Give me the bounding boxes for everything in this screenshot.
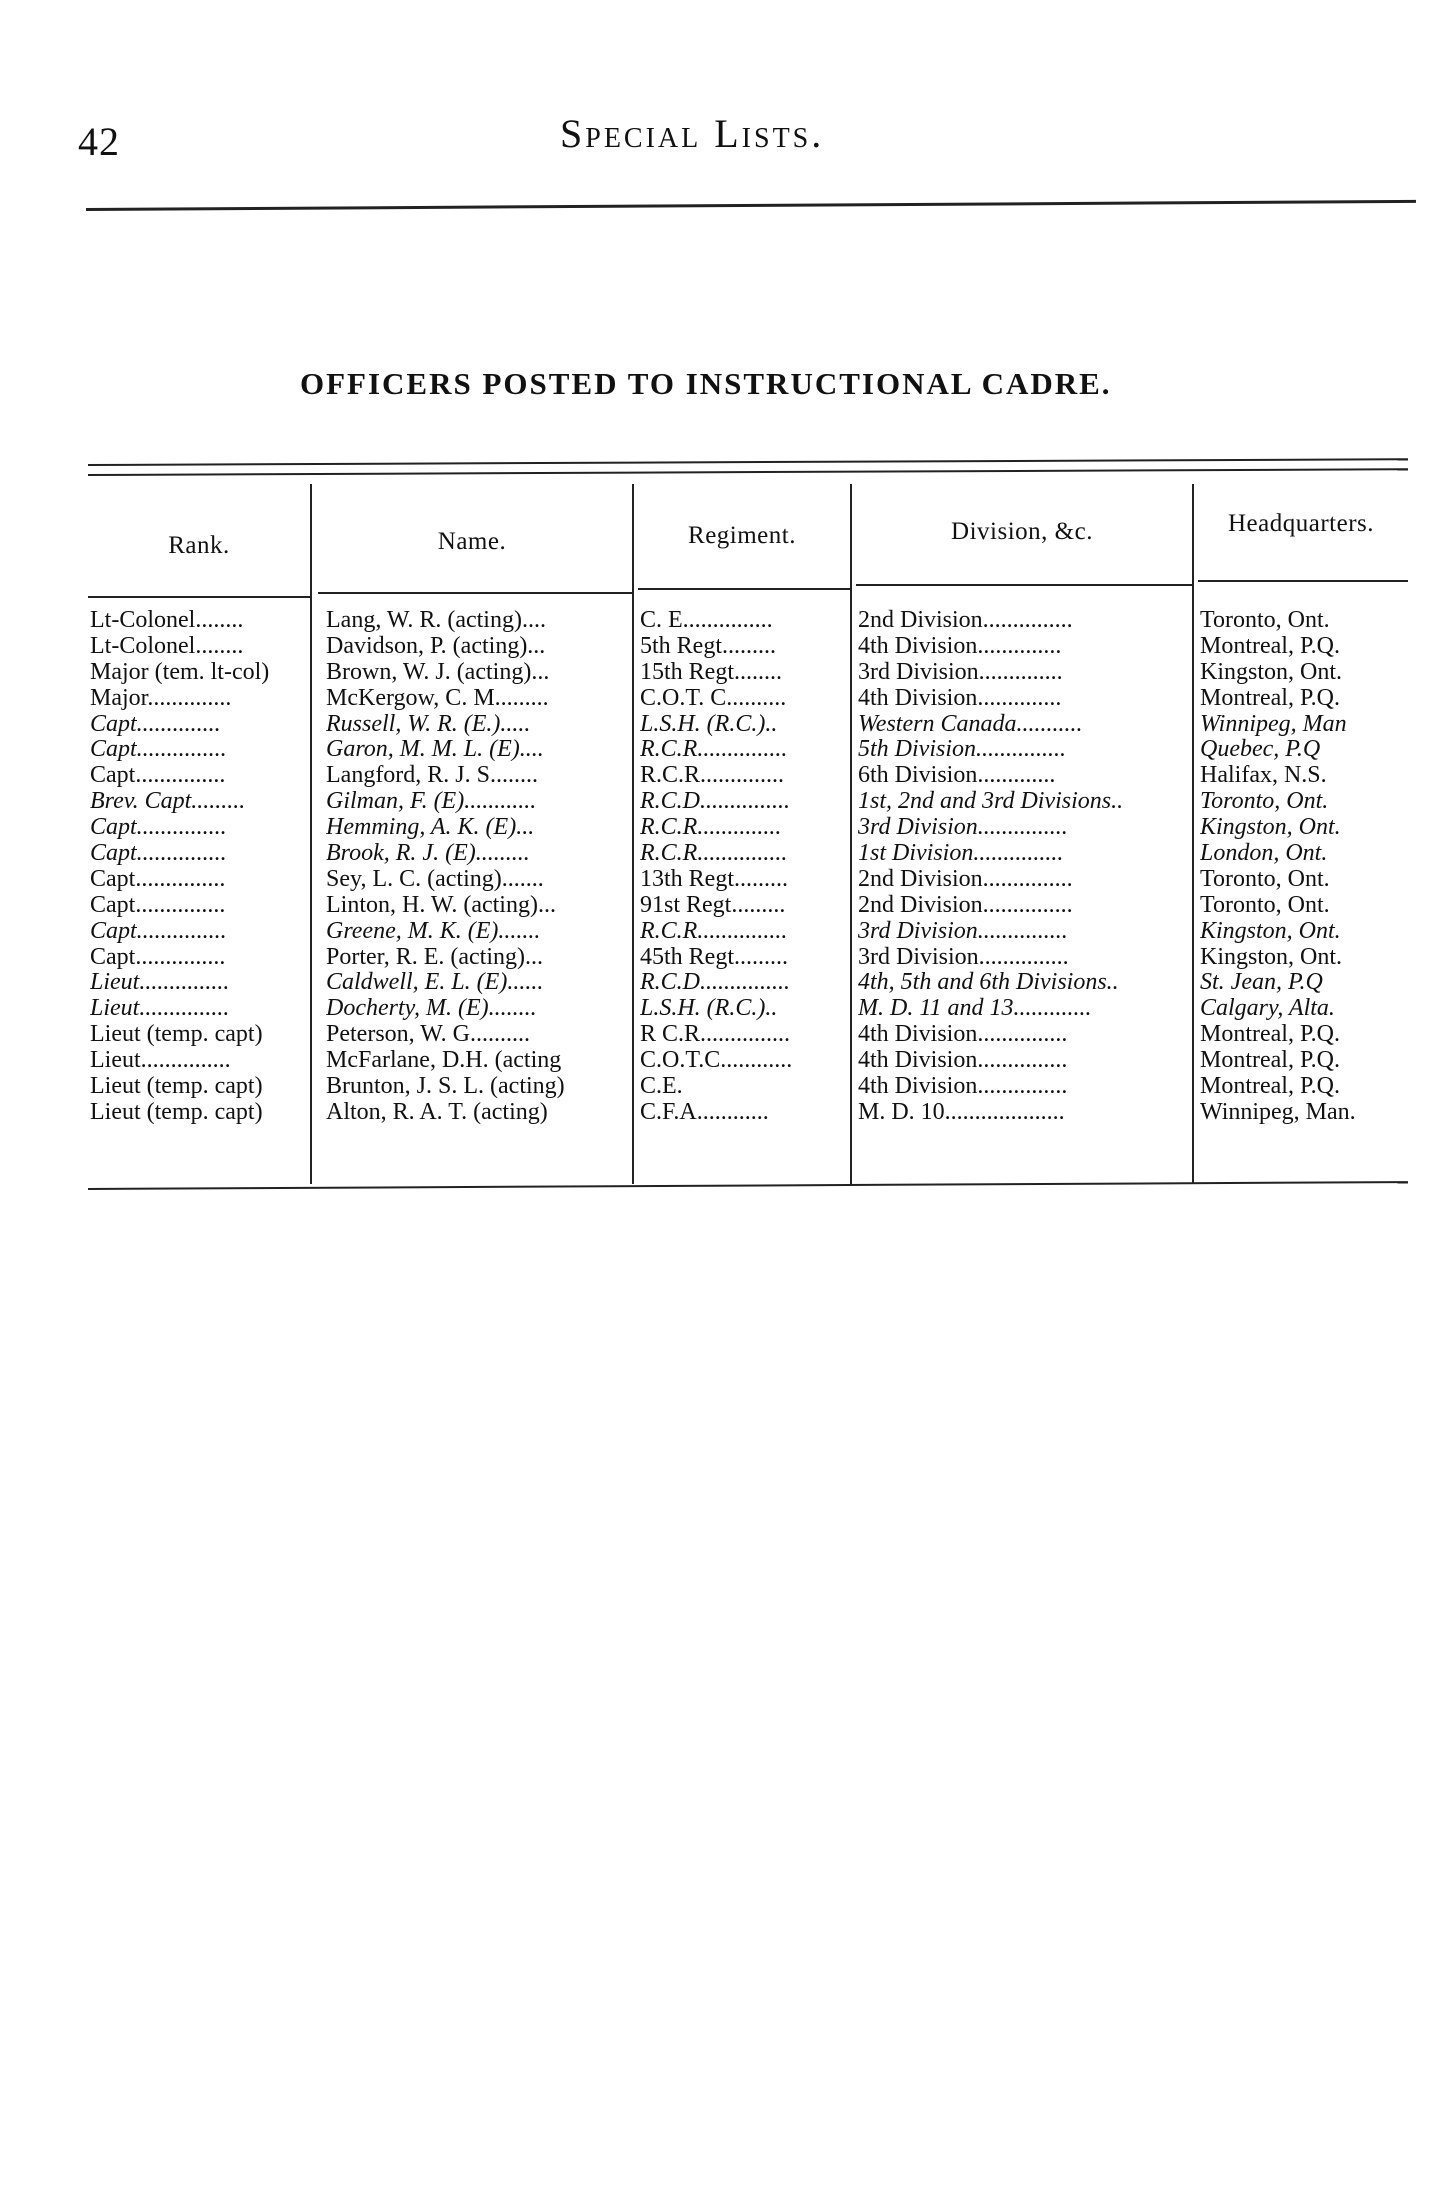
- rank-cell: Lieut...............: [90, 996, 230, 1022]
- headquarters-cell: Toronto, Ont.: [1200, 608, 1330, 633]
- name-cell: McFarlane, D.H. (acting: [326, 1048, 562, 1074]
- rank-cell: Lt-Colonel........: [90, 633, 244, 659]
- headquarters-cell: Toronto, Ont.: [1200, 892, 1330, 918]
- headquarters-cell: St. Jean, P.Q: [1200, 970, 1323, 996]
- division-cell: 4th, 5th and 6th Divisions..: [858, 970, 1119, 996]
- name-cell: Peterson, W. G..........: [326, 1022, 530, 1048]
- regiment-cell: R.C.D...............: [640, 970, 790, 996]
- division-cell: 5th Division...............: [858, 737, 1066, 763]
- division-cell: Western Canada...........: [858, 711, 1083, 737]
- regiment-cell: 5th Regt.........: [640, 633, 776, 659]
- division-cell: 2nd Division...............: [858, 608, 1073, 633]
- headquarters-cell: Winnipeg, Man: [1200, 711, 1347, 737]
- regiment-cell: C.F.A............: [640, 1099, 769, 1125]
- headquarters-cell: Montreal, P.Q.: [1200, 1074, 1340, 1100]
- regiment-cell: R.C.R..............: [640, 815, 782, 841]
- table-row: [88, 737, 1408, 763]
- header-regiment: Regiment.: [688, 522, 796, 549]
- regiment-cell: R.C.R...............: [640, 918, 788, 944]
- regiment-cell: C.E.: [640, 1074, 683, 1100]
- headquarters-cell: Kingston, Ont.: [1200, 944, 1343, 970]
- regiment-cell: C.O.T. C..........: [640, 685, 787, 711]
- division-cell: 4th Division..............: [858, 633, 1062, 659]
- rank-cell: Capt...............: [90, 841, 227, 867]
- headquarters-cell: Quebec, P.Q: [1200, 737, 1321, 763]
- header-underline-regiment: [638, 588, 850, 590]
- name-cell: Alton, R. A. T. (acting): [326, 1099, 548, 1125]
- name-cell: Lang, W. R. (acting)....: [326, 608, 546, 633]
- headquarters-cell: Montreal, P.Q.: [1200, 1048, 1340, 1074]
- headquarters-cell: Montreal, P.Q.: [1200, 1022, 1340, 1048]
- table-row: [88, 686, 1408, 712]
- table-row: [88, 867, 1408, 893]
- header-rule: [86, 200, 1416, 211]
- division-cell: 2nd Division...............: [858, 866, 1073, 892]
- regiment-cell: L.S.H. (R.C.)..: [640, 996, 778, 1022]
- regiment-cell: 15th Regt........: [640, 659, 782, 685]
- name-cell: Brunton, J. S. L. (acting): [326, 1074, 565, 1100]
- header-underline-name: [318, 592, 632, 594]
- rank-cell: Major..............: [90, 685, 232, 711]
- regiment-cell: R C.R...............: [640, 1022, 791, 1048]
- table-row: [88, 634, 1408, 660]
- table-row: [88, 1022, 1408, 1048]
- regiment-cell: C.O.T.C............: [640, 1048, 793, 1074]
- name-cell: Hemming, A. K. (E)...: [326, 815, 535, 841]
- division-cell: 3rd Division...............: [858, 918, 1068, 944]
- regiment-cell: R.C.R...............: [640, 841, 788, 867]
- regiment-cell: 91st Regt.........: [640, 892, 786, 918]
- division-cell: M. D. 11 and 13.............: [858, 996, 1092, 1022]
- headquarters-cell: Kingston, Ont.: [1200, 918, 1341, 944]
- table-row: [88, 919, 1408, 945]
- table-row: [88, 712, 1408, 738]
- division-cell: 3rd Division..............: [858, 659, 1063, 685]
- division-cell: 4th Division...............: [858, 1074, 1068, 1100]
- rank-cell: Lieut (temp. capt): [90, 1074, 263, 1100]
- rank-cell: Capt...............: [90, 815, 227, 841]
- table-row: [88, 789, 1408, 815]
- headquarters-cell: Halifax, N.S.: [1200, 763, 1327, 789]
- header-underline-headquarters: [1198, 580, 1408, 582]
- division-cell: 3rd Division...............: [858, 944, 1069, 970]
- table-row: [88, 660, 1408, 686]
- table-row: [88, 763, 1408, 789]
- division-cell: 4th Division..............: [858, 685, 1062, 711]
- name-cell: Caldwell, E. L. (E)......: [326, 970, 544, 996]
- officers-table: [88, 462, 1408, 1192]
- header-underline-rank: [88, 596, 310, 598]
- rank-cell: Lt-Colonel........: [90, 608, 244, 633]
- table-bottom-rule: [88, 1181, 1408, 1190]
- rank-cell: Major (tem. lt-col): [90, 659, 270, 685]
- table-row: [88, 841, 1408, 867]
- rank-cell: Lieut (temp. capt): [90, 1099, 263, 1125]
- regiment-cell: R.C.R...............: [640, 737, 788, 763]
- headquarters-cell: Montreal, P.Q.: [1200, 633, 1340, 659]
- rank-cell: Capt...............: [90, 737, 227, 763]
- name-cell: Greene, M. K. (E).......: [326, 918, 541, 944]
- headquarters-cell: Kingston, Ont.: [1200, 815, 1341, 841]
- division-cell: 6th Division.............: [858, 763, 1056, 789]
- rank-cell: Capt...............: [90, 866, 226, 892]
- division-cell: M. D. 10....................: [858, 1099, 1065, 1125]
- headquarters-cell: Winnipeg, Man.: [1200, 1099, 1356, 1125]
- section-title: OFFICERS POSTED TO INSTRUCTIONAL CADRE.: [300, 366, 1112, 401]
- table-row: [88, 608, 1408, 634]
- header-division: Division, &c.: [951, 518, 1093, 545]
- rank-cell: Lieut...............: [90, 1048, 231, 1074]
- page-number: 42: [78, 119, 120, 164]
- name-cell: Davidson, P. (acting)...: [326, 633, 546, 659]
- table-row: [88, 1100, 1408, 1126]
- name-cell: Garon, M. M. L. (E)....: [326, 737, 544, 763]
- headquarters-cell: Montreal, P.Q.: [1200, 685, 1340, 711]
- rank-cell: Lieut...............: [90, 970, 230, 996]
- regiment-cell: L.S.H. (R.C.)..: [640, 711, 778, 737]
- rank-cell: Capt..............: [90, 711, 221, 737]
- header-name: Name.: [437, 528, 507, 555]
- table-row: [88, 945, 1408, 971]
- headquarters-cell: Toronto, Ont.: [1200, 866, 1330, 892]
- name-cell: McKergow, C. M.........: [326, 685, 549, 711]
- headquarters-cell: Kingston, Ont.: [1200, 659, 1343, 685]
- header-underline-division: [856, 584, 1192, 586]
- table-top-rule: [88, 458, 1408, 466]
- name-cell: Russell, W. R. (E.).....: [326, 711, 531, 737]
- headquarters-cell: London, Ont.: [1200, 841, 1328, 867]
- division-cell: 2nd Division...............: [858, 892, 1073, 918]
- headquarters-cell: Toronto, Ont.: [1200, 789, 1329, 815]
- regiment-cell: 13th Regt.........: [640, 866, 788, 892]
- table-row: [88, 996, 1408, 1022]
- division-cell: 1st Division...............: [858, 841, 1064, 867]
- name-cell: Porter, R. E. (acting)...: [326, 944, 543, 970]
- name-cell: Linton, H. W. (acting)...: [326, 892, 556, 918]
- division-cell: 4th Division...............: [858, 1048, 1068, 1074]
- regiment-cell: R.C.D...............: [640, 789, 790, 815]
- regiment-cell: R.C.R..............: [640, 763, 785, 789]
- rank-cell: Brev. Capt.........: [90, 789, 246, 815]
- name-cell: Gilman, F. (E)............: [326, 789, 537, 815]
- table-row: [88, 893, 1408, 919]
- regiment-cell: 45th Regt.........: [640, 944, 788, 970]
- division-cell: 1st, 2nd and 3rd Divisions..: [858, 789, 1124, 815]
- header-headquarters: Headquarters.: [1227, 510, 1374, 537]
- running-head: Special Lists.: [560, 111, 825, 156]
- name-cell: Brown, W. J. (acting)...: [326, 659, 550, 685]
- division-cell: 3rd Division...............: [858, 815, 1068, 841]
- name-cell: Sey, L. C. (acting).......: [326, 866, 544, 892]
- name-cell: Docherty, M. (E)........: [326, 996, 537, 1022]
- table-row: [88, 815, 1408, 841]
- table-body: [88, 608, 1408, 1126]
- table-row: [88, 1074, 1408, 1100]
- name-cell: Langford, R. J. S........: [326, 763, 538, 789]
- regiment-cell: C. E...............: [640, 608, 773, 633]
- rank-cell: Lieut (temp. capt): [90, 1022, 263, 1048]
- name-cell: Brook, R. J. (E).........: [326, 841, 530, 867]
- rank-cell: Capt...............: [90, 892, 226, 918]
- table-row: [88, 1048, 1408, 1074]
- table-top-rule-inner: [88, 468, 1408, 476]
- header-rank: Rank.: [168, 532, 230, 559]
- rank-cell: Capt...............: [90, 944, 226, 970]
- table-row: [88, 970, 1408, 996]
- rank-cell: Capt...............: [90, 763, 226, 789]
- division-cell: 4th Division...............: [858, 1022, 1068, 1048]
- rank-cell: Capt...............: [90, 918, 227, 944]
- headquarters-cell: Calgary, Alta.: [1200, 996, 1335, 1022]
